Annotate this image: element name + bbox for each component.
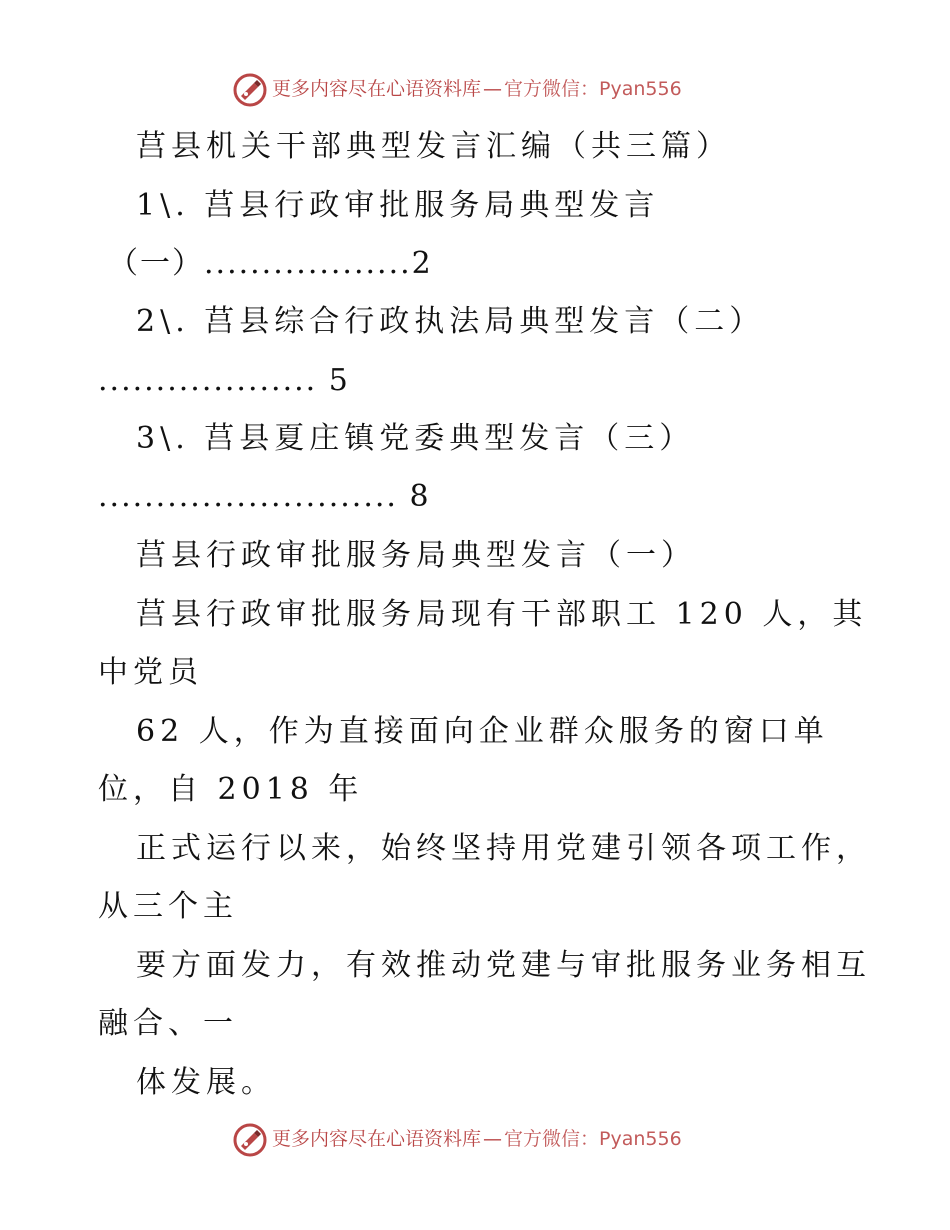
- pen-logo-icon: [232, 1122, 268, 1158]
- toc-item-1: 1\. 莒县行政审批服务局典型发言: [136, 188, 660, 223]
- footer-banner: [0, 1120, 950, 1160]
- body-line: 莒县行政审批服务局现有干部职工 120 人，其: [136, 597, 868, 632]
- toc-item-2: 2\. 莒县综合行政执法局典型发言（二）: [136, 304, 765, 339]
- toc-item-3: 3\. 莒县夏庄镇党委典型发言（三）: [136, 421, 695, 456]
- body-line: 融合、一: [98, 1006, 238, 1041]
- body-line: 62 人，作为直接面向企业群众服务的窗口单: [136, 714, 829, 749]
- section-title: 莒县行政审批服务局典型发言（一）: [136, 538, 696, 573]
- banner-main-text: 更多内容尽在心语资料库: [272, 78, 482, 100]
- document-title: 莒县机关干部典型发言汇编（共三篇）: [136, 129, 731, 164]
- banner-text: [272, 77, 682, 101]
- toc-leader-2: ................... 5: [98, 363, 350, 398]
- body-line: 位，自 2018 年: [98, 772, 364, 807]
- body-line: 要方面发力，有效推动党建与审批服务业务相互: [136, 948, 871, 983]
- header-banner: [0, 70, 950, 110]
- banner-wechat-text: 官方微信：Pyan556: [504, 1128, 682, 1150]
- banner-wechat-text: 官方微信：Pyan556: [504, 78, 682, 100]
- body-line: 从三个主: [98, 889, 238, 924]
- body-line: 正式运行以来，始终坚持用党建引领各项工作，: [136, 831, 871, 866]
- body-line: 中党员: [98, 655, 203, 690]
- banner-dash: —: [483, 78, 503, 100]
- banner-main-text: 更多内容尽在心语资料库: [272, 1128, 482, 1150]
- pen-logo-icon: [232, 72, 268, 108]
- body-line: 体发展。: [136, 1065, 276, 1100]
- toc-leader-1: （一）..................2: [108, 246, 433, 281]
- banner-dash: —: [483, 1128, 503, 1150]
- toc-leader-3: .......................... 8: [98, 479, 431, 514]
- banner-text: [272, 1127, 682, 1151]
